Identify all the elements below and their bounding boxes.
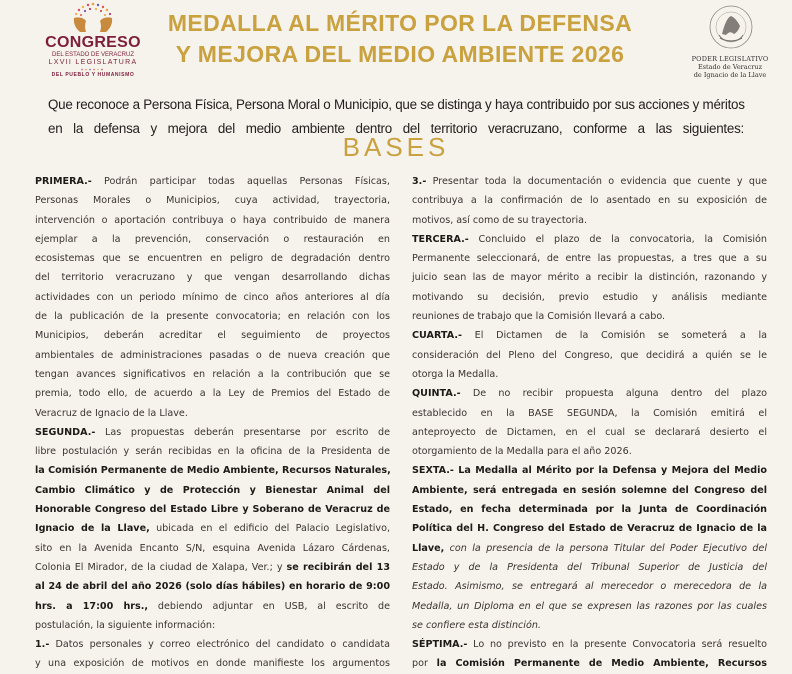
bold-text: la Comisión Permanente de Medio Ambiente, Recursos [436, 658, 767, 670]
body-text: motivando su decisión, previo estudio y análisis mediante [412, 291, 767, 303]
body-text: intervención o aportación contribuya o haya contribuido de manera [35, 214, 390, 226]
bold-text: 3.- [412, 176, 427, 187]
text-line [412, 654, 767, 673]
bold-text: Honorable Congreso del Estado Libre y Soberano de Veracruz de [35, 504, 390, 516]
body-text: juicio sean las de mayor mérito a recibir la distinción, razonando y [412, 272, 767, 284]
italic-text: se confiere esta distinción. [412, 619, 541, 631]
text-line [412, 442, 767, 461]
text-line [412, 268, 767, 287]
text-line [412, 500, 767, 519]
header [0, 0, 792, 88]
italic-text: Estado. Asimismo, se entregará al merecedor o merecedora de la [412, 581, 767, 593]
body-text: ubicada en el edificio del Palacio Legislativo, [149, 523, 390, 535]
text-line [412, 461, 767, 480]
text-line [412, 365, 767, 384]
text-line [412, 249, 767, 268]
bases-right-column [412, 172, 767, 674]
body-text: otorga la Medalla. [412, 368, 499, 380]
body-text: Colonia El Mirador, de la ciudad de Xalapa, Ver.; y [35, 561, 287, 573]
bold-text: SÉPTIMA.- [412, 639, 468, 651]
congreso-state: DEL ESTADO DE VERACRUZ [51, 52, 134, 58]
text-line [412, 230, 767, 249]
mexican-coat-of-arms-icon [708, 4, 754, 50]
bold-text: Cambio Climático y de Protección y Bienestar Animal del [35, 484, 390, 496]
body-text: ejemplar a la prevención, conservación o restauración en [35, 233, 390, 245]
body-text: contribuya a la confirmación de lo asentado en su exposición de [412, 195, 767, 207]
text-line [35, 365, 390, 384]
poder-line-3: de Ignacio de la Llave [693, 71, 767, 79]
text-line [412, 288, 767, 307]
bold-text: 1.- [35, 639, 50, 651]
body-text: premia, todo ello, de acuerdo a la Ley de Premios del Estado de [35, 388, 390, 400]
body-text: Presentar toda la documentación o evidencia que cuente y que [426, 176, 767, 187]
bold-text: CUARTA.- [412, 330, 462, 342]
text-line [412, 172, 767, 191]
text-line [35, 211, 390, 230]
text-line [35, 481, 390, 500]
body-text: actividades con un periodo mínimo de cinco años anteriores al día [35, 291, 390, 303]
intro-line-1: Que reconoce a Persona Física, Persona Moral o Municipio, que se distinga y haya contribuido por sus acciones y méritos [48, 97, 745, 112]
body-text: postulación, la siguiente información: [35, 619, 216, 631]
text-line [412, 577, 767, 596]
bold-text: SEXTA.- La Medalla al Mérito por la Defensa y Mejora del Medio [412, 465, 767, 477]
text-line [35, 577, 390, 596]
text-line [412, 346, 767, 365]
body-text: libre postulación y serán recibidas en la oficina de la Presidenta de [35, 446, 390, 458]
text-line [35, 384, 390, 403]
text-line [35, 635, 390, 654]
text-line [35, 442, 390, 461]
text-line [35, 519, 390, 538]
text-line [35, 500, 390, 519]
bold-text: PRIMERA.- [35, 176, 92, 187]
text-line [412, 558, 767, 577]
body-text: Permanente seleccionará, de entre las propuestas, a tres que a su [412, 253, 767, 265]
body-text: De no recibir propuesta alguna dentro del plazo [460, 388, 767, 400]
title-line-2: Y MEJORA DEL MEDIO AMBIENTE 2026 [175, 41, 625, 67]
bold-text: Ambiente, será entregada en sesión solemne del Congreso del [412, 484, 767, 496]
text-line [35, 558, 390, 577]
body-text: motivos, así como de su trayectoria. [412, 214, 588, 226]
text-line [412, 597, 767, 616]
bold-text: QUINTA.- [412, 388, 461, 400]
text-line [412, 423, 767, 442]
body-text: debiendo adjuntar en USB, al escrito de [148, 600, 390, 612]
text-line [35, 268, 390, 287]
body-text: consideración del Pleno del Congreso, que decidirá a quién se le [412, 349, 767, 361]
text-line [35, 249, 390, 268]
body-text: otorgamiento de la Medalla para el año 2026. [412, 446, 632, 458]
body-text: Podrán participar todas aquellas Personas Físicas, [91, 176, 390, 187]
text-line [35, 423, 390, 442]
poder-legislativo-logo [680, 2, 780, 86]
bold-text: hrs. a 17:00 hrs., [35, 600, 149, 612]
italic-text: Estado y de la Presidenta del Tribunal Superior de Justicia del [412, 561, 767, 573]
text-line [412, 404, 767, 423]
body-text: Municipios, deberán acreditar el seguimiento de proyectos [35, 330, 390, 342]
intro-line-2: en la defensa y mejora del medio ambiente dentro del territorio veracruzano, conforme a las siguientes: [48, 121, 744, 136]
body-text: establecido en la BASE SEGUNDA, la Comisión emitirá el [412, 407, 767, 419]
text-line [412, 191, 767, 210]
body-text: Veracruz de Ignacio de la Llave. [35, 407, 188, 419]
bold-text: la Comisión Permanente de Medio Ambiente, Recursos Naturales, [35, 465, 391, 477]
congreso-legislature: LXVII LEGISLATURA [48, 59, 138, 66]
poder-legislativo-text [680, 55, 780, 79]
text-line [35, 307, 390, 326]
body-text: Datos personales y correo electrónico del candidato o candidata [49, 639, 390, 651]
text-line [412, 635, 767, 654]
text-line [35, 288, 390, 307]
text-line [35, 191, 390, 210]
bases-left-column [35, 172, 390, 674]
text-line [412, 326, 767, 345]
text-line [412, 211, 767, 230]
body-text: ambientales de administraciones pasadas o de nueva creación que [35, 349, 390, 361]
text-line [412, 616, 767, 635]
title-line-1: MEDALLA AL MÉRITO POR LA DEFENSA [167, 10, 633, 36]
body-text: Las propuestas deberán presentarse por escrito de [95, 426, 390, 438]
bold-text: al 24 de abril del año 2026 (solo días hábiles) en horario de 9:00 [35, 581, 390, 593]
bold-text: Llave, [412, 542, 445, 554]
text-line [412, 307, 767, 326]
text-line [412, 519, 767, 538]
page-title [150, 8, 650, 70]
text-line [35, 326, 390, 345]
body-text: Concluido el plazo de la convocatoria, la Comisión [468, 233, 767, 245]
body-text: Personas Morales o Municipios, cuya actividad, trayectoria, [35, 195, 390, 207]
text-line [35, 597, 390, 616]
body-text: y una exposición de motivos en donde manifieste los argumentos [35, 658, 390, 670]
text-line [35, 172, 390, 191]
text-line [412, 384, 767, 403]
text-line [35, 539, 390, 558]
bold-text: Ignacio de la Llave, [35, 523, 150, 535]
italic-text: con la presencia de la persona Titular del Poder Ejecutivo del [444, 542, 767, 554]
text-line [35, 346, 390, 365]
congreso-logo [28, 2, 158, 82]
text-line [412, 539, 767, 558]
text-line [35, 230, 390, 249]
bold-text: Política del H. Congreso del Estado de Veracruz de Ignacio de la [412, 523, 767, 535]
italic-text: Medalla, un Diploma en el que se expresen las razones por las cuales [412, 600, 767, 612]
congreso-name: CONGRESO [45, 34, 141, 51]
text-line [35, 461, 390, 480]
body-text: del territorio veracruzano y que vengan desarrollando dichas [35, 272, 390, 284]
text-line [35, 654, 390, 673]
bold-text: se recibirán del 13 [286, 561, 390, 573]
poder-line-2: Estado de Veracruz [697, 63, 763, 71]
body-text: de la publicación de la presente convocatoria; en relación con los [35, 311, 390, 323]
body-text: Lo no previsto en la presente Convocatoria será resuelto [467, 639, 767, 651]
body-text: sito en la Avenida Encanto S/N, esquina Avenida Lázaro Cárdenas, [35, 542, 390, 554]
text-line [35, 404, 390, 423]
body-text: El Dictamen de la Comisión se someterá a la [461, 330, 767, 342]
congreso-emblem-icon [64, 2, 122, 34]
poder-line-1: PODER LEGISLATIVO [691, 55, 769, 63]
text-line [35, 616, 390, 635]
bases-heading: BASES [342, 132, 450, 162]
body-text: anteproyecto de Dictamen, en el cual se declarará desierto el [412, 426, 767, 438]
congreso-motto: DEL PUEBLO Y HUMANISMO [51, 72, 135, 78]
bold-text: SEGUNDA.- [35, 426, 96, 438]
bold-text: TERCERA.- [412, 233, 469, 245]
body-text: tengan avances significativos en relación a la contribución que se [35, 368, 390, 380]
text-line [412, 481, 767, 500]
body-text: reuniones de trabajo que la Comisión llevará a cabo. [412, 311, 666, 323]
body-text: ecosistemas que se encuentren en peligro de degradación dentro [35, 253, 390, 265]
body-text: por [412, 658, 437, 670]
bold-text: Estado, en fecha determinada por la Junta de Coordinación [412, 504, 767, 516]
decorative-dots-icon [80, 68, 106, 71]
